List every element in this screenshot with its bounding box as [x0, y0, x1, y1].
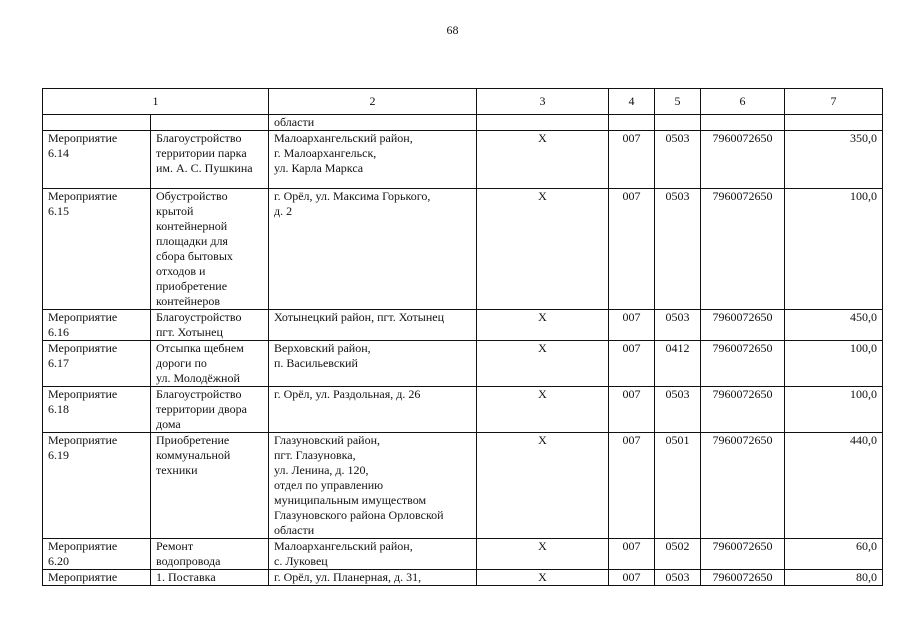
cell-event: Мероприятие 6.14: [43, 131, 151, 189]
cell-mark: Х: [477, 310, 609, 341]
cell-mark: Х: [477, 341, 609, 387]
cell-code-4: 007: [609, 570, 655, 586]
table-row: [43, 539, 883, 570]
cell-name: Благоустройство территории парка им. А. С. Пушкина: [151, 131, 269, 189]
cell-amount: 440,0: [785, 433, 883, 539]
cell-code-4: 007: [609, 189, 655, 310]
cell-address: Глазуновский район, пгт. Глазуновка, ул. Ленина, д. 120, отдел по управлению муниципальным имуществом Глазуновского района Орловской области: [269, 433, 477, 539]
cell-code-5: 0503: [655, 310, 701, 341]
cell-code-5: 0412: [655, 341, 701, 387]
column-header-6: 6: [701, 89, 785, 115]
cell-amount: 80,0: [785, 570, 883, 586]
cell-name: Благоустройство пгт. Хотынец: [151, 310, 269, 341]
cell-empty: [785, 115, 883, 131]
cell-mark: Х: [477, 189, 609, 310]
cell-empty: [477, 115, 609, 131]
cell-name: Приобретение коммунальной техники: [151, 433, 269, 539]
cell-code-6: 7960072650: [701, 341, 785, 387]
cell-empty: [701, 115, 785, 131]
cell-code-6: 7960072650: [701, 310, 785, 341]
table-row: [43, 341, 883, 387]
cell-empty: [609, 115, 655, 131]
cell-name: 1. Поставка: [151, 570, 269, 586]
continuation-row: [43, 115, 883, 131]
column-header-1: 1: [43, 89, 269, 115]
cell-name: Отсыпка щебнем дороги по ул. Молодёжной: [151, 341, 269, 387]
cell-code-6: 7960072650: [701, 189, 785, 310]
cell-mark: Х: [477, 433, 609, 539]
cell-event: Мероприятие 6.20: [43, 539, 151, 570]
column-header-4: 4: [609, 89, 655, 115]
cell-code-4: 007: [609, 539, 655, 570]
cell-code-5: 0503: [655, 131, 701, 189]
cell-address: Хотынецкий район, пгт. Хотынец: [269, 310, 477, 341]
cell-code-4: 007: [609, 387, 655, 433]
page-number: 68: [446, 23, 459, 37]
cell-event: Мероприятие 6.19: [43, 433, 151, 539]
cell-event: Мероприятие 6.18: [43, 387, 151, 433]
cell-amount: 60,0: [785, 539, 883, 570]
column-header-3: 3: [477, 89, 609, 115]
cell-event: Мероприятие: [43, 570, 151, 586]
header-row: [43, 89, 883, 115]
cell-code-6: 7960072650: [701, 570, 785, 586]
cell-code-5: 0503: [655, 189, 701, 310]
cell-code-4: 007: [609, 341, 655, 387]
table-row: [43, 387, 883, 433]
cell-empty: [43, 115, 151, 131]
cell-event: Мероприятие 6.15: [43, 189, 151, 310]
cell-code-4: 007: [609, 433, 655, 539]
cell-code-6: 7960072650: [701, 539, 785, 570]
cell-name: Благоустройство территории двора дома: [151, 387, 269, 433]
table-row: [43, 433, 883, 539]
cell-event: Мероприятие 6.16: [43, 310, 151, 341]
cell-address-continuation: области: [269, 115, 477, 131]
cell-amount: 350,0: [785, 131, 883, 189]
cell-code-5: 0503: [655, 570, 701, 586]
cell-address: Верховский район, п. Васильевский: [269, 341, 477, 387]
cell-address: г. Орёл, ул. Максима Горького, д. 2: [269, 189, 477, 310]
cell-code-6: 7960072650: [701, 387, 785, 433]
cell-name: Ремонт водопровода: [151, 539, 269, 570]
cell-amount: 100,0: [785, 387, 883, 433]
cell-event: Мероприятие 6.17: [43, 341, 151, 387]
cell-amount: 100,0: [785, 341, 883, 387]
table-row: [43, 310, 883, 341]
cell-empty: [655, 115, 701, 131]
cell-mark: Х: [477, 387, 609, 433]
budget-table: [42, 88, 883, 586]
column-header-7: 7: [785, 89, 883, 115]
cell-mark: Х: [477, 539, 609, 570]
cell-empty: [151, 115, 269, 131]
cell-code-4: 007: [609, 310, 655, 341]
cell-code-5: 0502: [655, 539, 701, 570]
cell-amount: 100,0: [785, 189, 883, 310]
cell-amount: 450,0: [785, 310, 883, 341]
cell-code-6: 7960072650: [701, 131, 785, 189]
cell-address: г. Орёл, ул. Раздольная, д. 26: [269, 387, 477, 433]
cell-address: Малоархангельский район, с. Луковец: [269, 539, 477, 570]
cell-mark: Х: [477, 131, 609, 189]
cell-mark: Х: [477, 570, 609, 586]
cell-name: Обустройство крытой контейнерной площадки для сбора бытовых отходов и приобретение контейнеров: [151, 189, 269, 310]
column-header-5: 5: [655, 89, 701, 115]
table-row: [43, 131, 883, 189]
cell-address: Малоархангельский район, г. Малоархангельск, ул. Карла Маркса: [269, 131, 477, 189]
cell-code-6: 7960072650: [701, 433, 785, 539]
cell-code-4: 007: [609, 131, 655, 189]
cell-address: г. Орёл, ул. Планерная, д. 31,: [269, 570, 477, 586]
cell-code-5: 0503: [655, 387, 701, 433]
column-header-2: 2: [269, 89, 477, 115]
table-row: [43, 570, 883, 586]
table-row: [43, 189, 883, 310]
cell-code-5: 0501: [655, 433, 701, 539]
